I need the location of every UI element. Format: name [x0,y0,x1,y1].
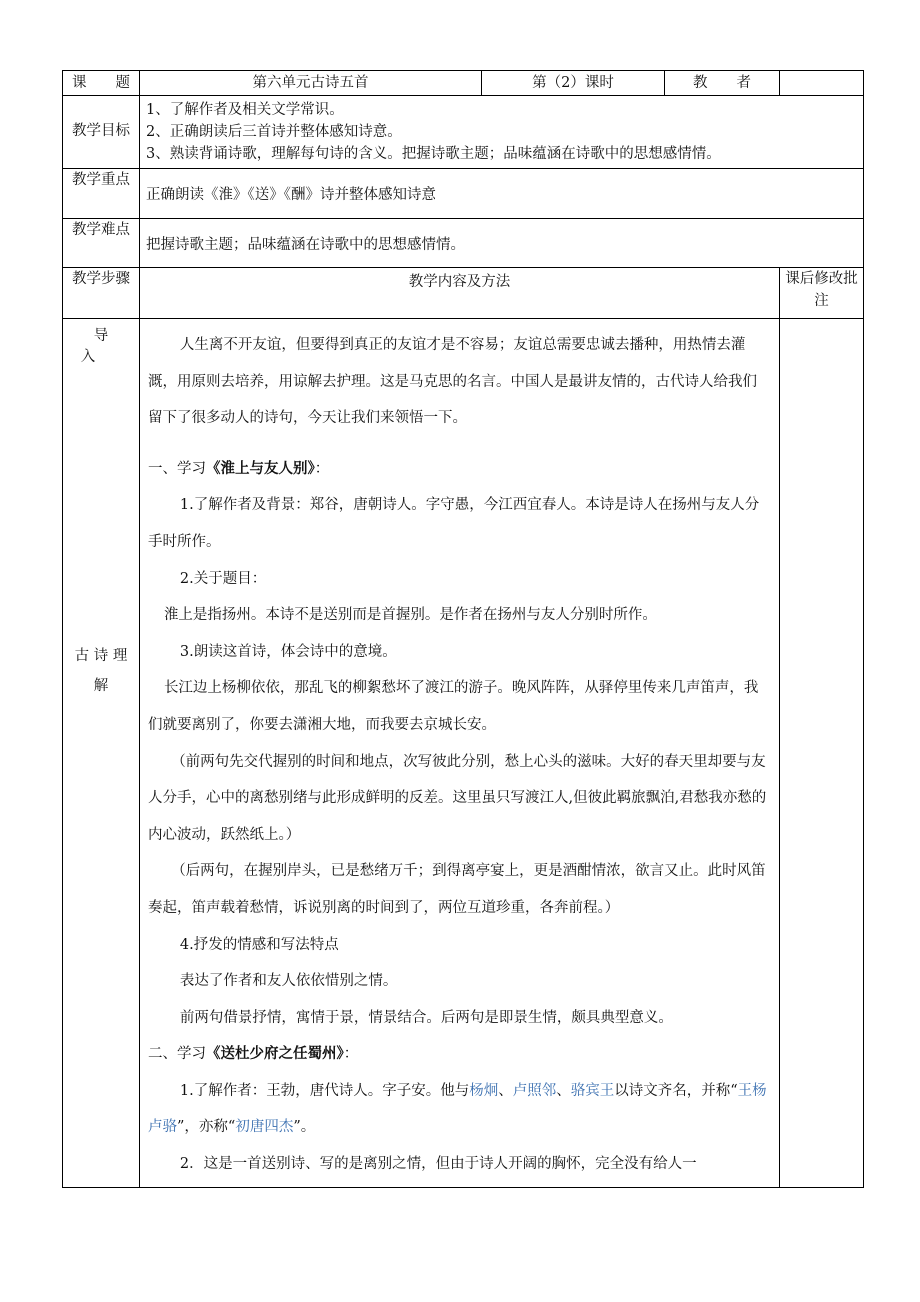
notes-column-header: 课后修改批注 [780,268,864,319]
difficulties-label: 教学难点 [63,219,140,268]
link-lu-zhaolin[interactable]: 卢照邻 [512,1082,557,1099]
objectives-row [63,96,864,169]
steps-column [63,319,140,1188]
link-luo-binwang[interactable]: 骆宾王 [570,1082,615,1099]
paragraph: （后两句，在握别岸头，已是愁绪万千；到得离亭宴上，更是酒酣情浓，欲言又止。此时风笛奏起，笛声载着愁情，诉说别离的时间到了，两位互道珍重，各奔前程。） [148,863,766,916]
paragraph: （前两句先交代握别的时间和地点，次写彼此分别，愁上心头的滋味。大好的春天里却要与友人分手，心中的离愁别绪与此形成鲜明的反差。这里虽只写渡江人,但彼此羁旅飘泊,君愁我亦愁的内心波动，跃然纸上。） [148,753,767,843]
link-four-talents[interactable]: 初唐四杰 [235,1119,294,1136]
link-wang-yang-lu-luo[interactable]: 王杨卢骆 [148,1082,767,1136]
step-intro: 导入 [80,328,135,365]
paragraph: 3.朗读这首诗，体会诗中的意境。 [179,643,397,660]
paragraph: 前两句借景抒情，寓情于景，情景结合。后两句是即景生情，颇具典型意义。 [179,1009,673,1026]
paragraph: 2.关于题目： [179,570,267,587]
step-poetry-line-1: 古 诗 理 [74,648,128,664]
columns-row [63,268,864,319]
poem-title: 《送杜少府之任蜀州》 [206,1045,344,1063]
key-points-text: 正确朗读《淮》《送》《酬》诗并整体感知诗意 [140,169,864,219]
step-poetry-line-2: 解 [93,678,109,694]
steps-column-header: 教学步骤 [63,268,140,319]
poem-title: 《淮上与友人别》 [206,459,315,477]
paragraph: 1.了解作者：王勃，唐代诗人。字子安。他与杨炯、卢照邻、骆宾王以诗文齐名，并称“王杨卢骆”，亦称“初唐四杰”。 [148,1082,767,1136]
body-row [63,319,864,1188]
paragraph: 4.抒发的情感和写法特点 [179,936,339,953]
objectives-label: 教学目标 [63,96,140,169]
teacher-label: 教 者 [665,71,780,96]
topic-value: 第六单元古诗五首 [140,71,482,96]
objective-item: 3、熟读背诵诗歌，理解每句诗的含义。把握诗歌主题；品味蕴涵在诗歌中的思想感情情。 [146,146,721,162]
key-points-row [63,169,864,219]
step-poetry [63,641,139,701]
content-column-header: 教学内容及方法 [140,268,780,319]
intro-paragraph: 人生离不开友谊，但要得到真正的友谊才是不容易；友谊总需要忠诚去播种，用热情去灌溉，用原则去培养，用谅解去护理。这是马克思的名言。中国人是最讲友情的，古代诗人给我们留下了很多动人的诗句，今天让我们来领悟一下。 [148,337,757,427]
section-2-heading: 二、学习《送杜少府之任蜀州》： [148,1045,359,1063]
difficulties-text: 把握诗歌主题；品味蕴涵在诗歌中的思想感情情。 [140,219,864,268]
lesson-number: 第（2）课时 [482,71,665,96]
paragraph: 2．这是一首送别诗、写的是离别之情，但由于诗人开阔的胸怀，完全没有给人一 [179,1156,697,1173]
objective-item: 1、了解作者及相关文学常识。 [146,102,344,118]
objectives-content [140,96,864,169]
link-yang-jiong[interactable]: 杨炯 [469,1082,499,1099]
objective-item: 2、正确朗读后三首诗并整体感知诗意。 [146,124,402,140]
teacher-value [780,71,864,96]
topic-label: 课 题 [63,71,140,96]
paragraph: 表达了作者和友人依依惜别之情。 [179,973,398,990]
lesson-content [140,319,780,1188]
difficulties-row [63,219,864,268]
section-1-heading: 一、学习《淮上与友人别》： [148,459,330,477]
paragraph: 长江边上杨柳依依，那乱飞的柳絮愁坏了渡江的游子。晚风阵阵，从驿停里传来几声笛声，我们就要离别了，你要去潇湘大地，而我要去京城长安。 [148,680,759,733]
notes-column [780,319,864,1188]
header-row [63,71,864,96]
key-points-label: 教学重点 [63,169,140,219]
paragraph: 1.了解作者及背景：郑谷，唐朝诗人。字守愚，今江西宜春人。本诗是诗人在扬州与友人分手时所作。 [148,497,760,550]
lesson-plan-table [62,70,864,1188]
paragraph: 淮上是指扬州。本诗不是送别而是首握别。是作者在扬州与友人分别时所作。 [163,607,657,624]
